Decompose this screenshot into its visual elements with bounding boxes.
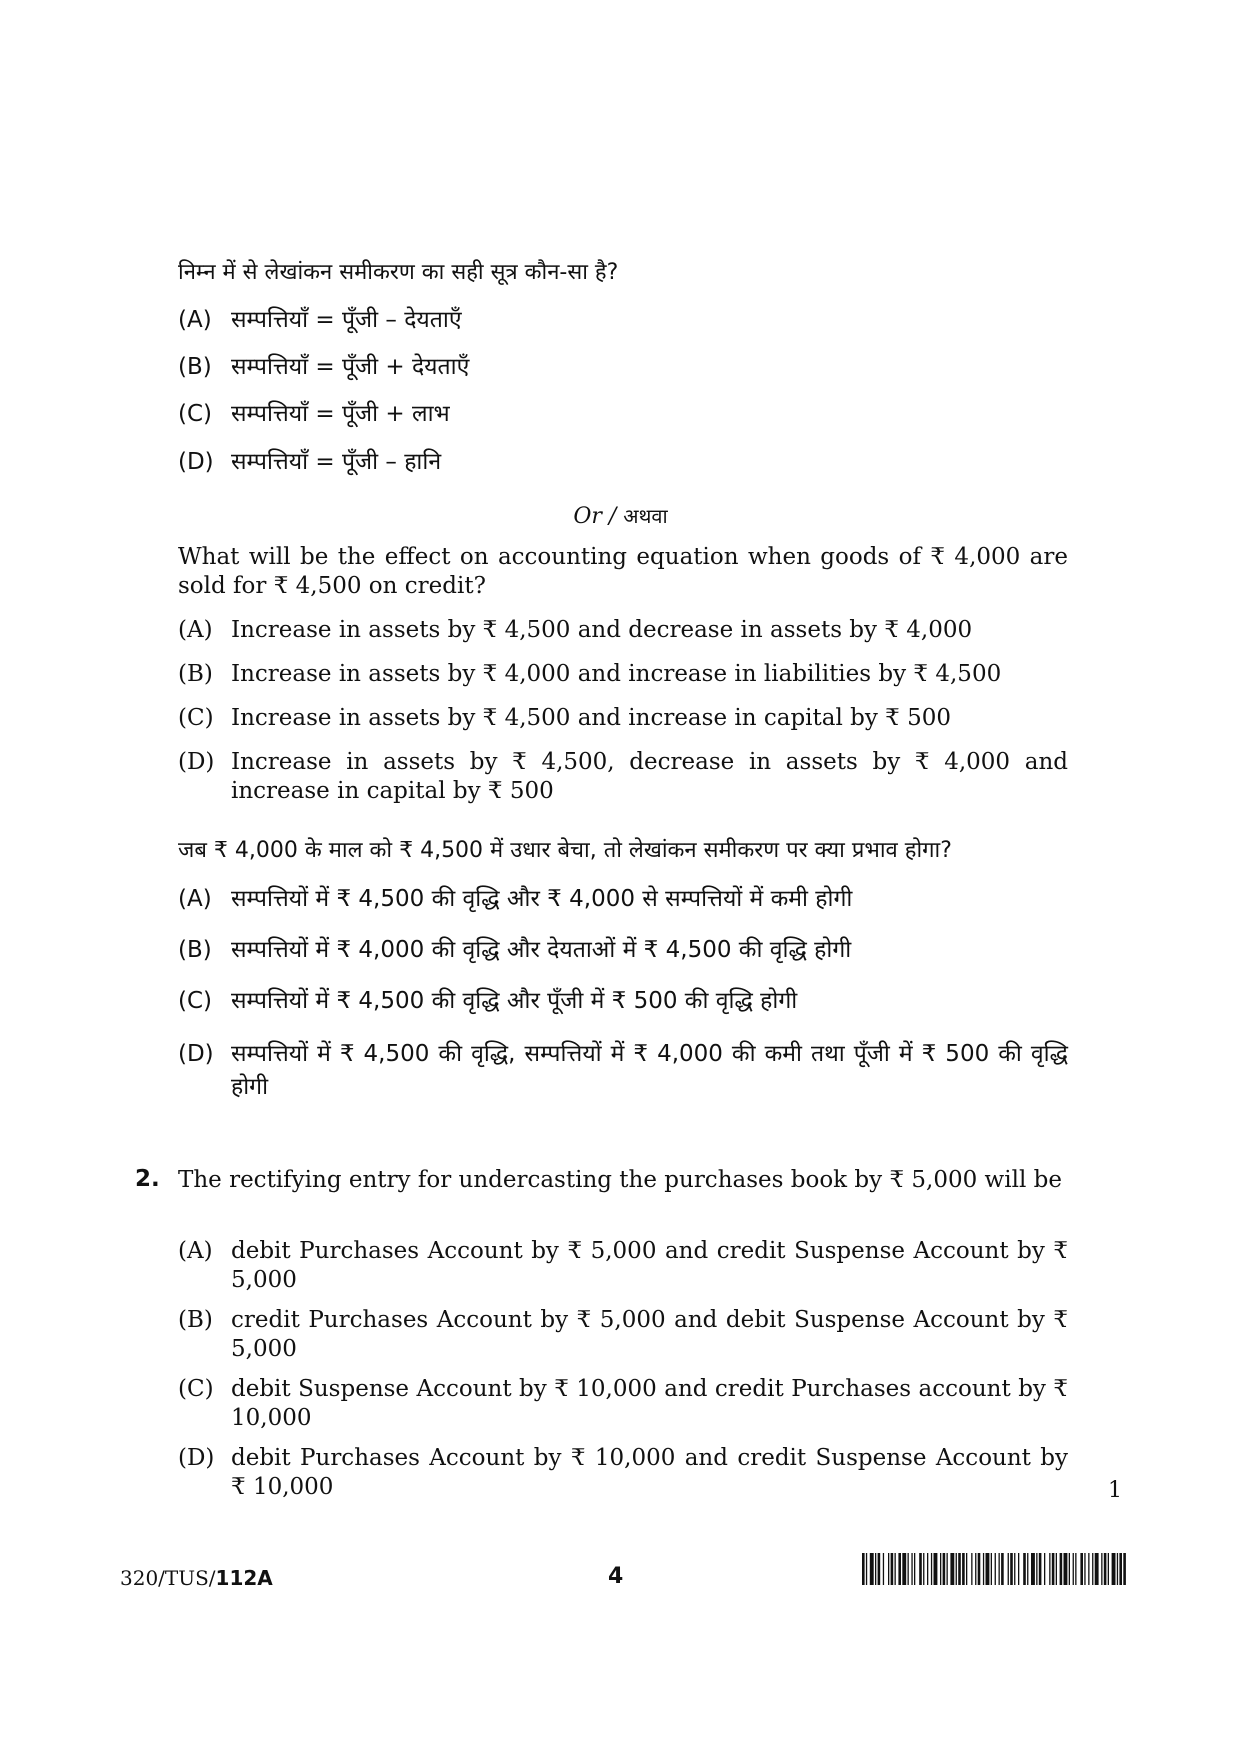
question-number: 2.	[135, 1166, 160, 1192]
option-label: (A)	[178, 886, 212, 912]
option-text: सम्पत्तियाँ = पूँजी – हानि	[231, 449, 442, 475]
option-label: (A)	[178, 1238, 213, 1264]
option-text: debit Purchases Account by ₹ 5,000 and credit Suspense Account by ₹ 5,000	[231, 1238, 1068, 1293]
option-label: (C)	[178, 988, 213, 1014]
option-text: Increase in assets by ₹ 4,000 and increase in liabilities by ₹ 4,500	[231, 661, 1002, 687]
option-label: (C)	[178, 1376, 214, 1402]
option-text: credit Purchases Account by ₹ 5,000 and debit Suspense Account by ₹ 5,000	[231, 1307, 1068, 1362]
option-text: सम्पत्तियों में ₹ 4,500 की वृद्धि और पूँजी में ₹ 500 की वृद्धि होगी	[231, 988, 798, 1014]
option-text: Increase in assets by ₹ 4,500 and decrease in assets by ₹ 4,000	[231, 617, 973, 643]
paper-code-prefix: 320/TUS/	[120, 1566, 216, 1590]
paper-code	[120, 1566, 273, 1590]
or-slash: /	[608, 504, 617, 529]
option-label: (B)	[178, 1307, 213, 1333]
option-label: (B)	[178, 937, 212, 963]
option-text: सम्पत्तियाँ = पूँजी + लाभ	[231, 401, 450, 427]
question-marks: 1	[1108, 1478, 1122, 1503]
option-label: (B)	[178, 354, 212, 380]
option-label: (B)	[178, 661, 213, 687]
option-label: (D)	[178, 1041, 214, 1067]
option-text: सम्पत्तियाँ = पूँजी + देयताएँ	[231, 354, 470, 380]
option-text: सम्पत्तियों में ₹ 4,000 की वृद्धि और देयताओं में ₹ 4,500 की वृद्धि होगी	[231, 937, 852, 963]
option-text: सम्पत्तियाँ = पूँजी – देयताएँ	[231, 307, 462, 333]
option-text: debit Suspense Account by ₹ 10,000 and credit Purchases account by ₹ 10,000	[231, 1376, 1068, 1431]
option-label: (A)	[178, 307, 212, 333]
q1-alt-question: निम्न में से लेखांकन समीकरण का सही सूत्र कौन-सा है?	[178, 260, 619, 285]
paper-code-suffix: 112A	[215, 1566, 273, 1590]
option-text: debit Purchases Account by ₹ 10,000 and credit Suspense Account by ₹ 10,000	[231, 1445, 1068, 1500]
option-text: Increase in assets by ₹ 4,500, decrease in assets by ₹ 4,000 and increase in capital by ₹ 500	[231, 749, 1068, 804]
or-separator	[0, 502, 1241, 529]
option-label: (D)	[178, 1445, 215, 1471]
or-english: Or	[573, 504, 602, 529]
barcode-image	[862, 1553, 1126, 1585]
option-label: (D)	[178, 449, 214, 475]
page-number: 4	[608, 1564, 624, 1589]
option-label: (C)	[178, 401, 213, 427]
option-label: (A)	[178, 617, 213, 643]
option-text: सम्पत्तियों में ₹ 4,500 की वृद्धि, सम्पत्तियों में ₹ 4,000 की कमी तथा पूँजी में ₹ 500 की वृद्धि होगी	[231, 1041, 1068, 1100]
option-label: (C)	[178, 705, 214, 731]
or-hindi: अथवा	[623, 504, 668, 528]
q1-hindi-question: जब ₹ 4,000 के माल को ₹ 4,500 में उधार बेचा, तो लेखांकन समीकरण पर क्या प्रभाव होगा?	[178, 838, 952, 863]
option-label: (D)	[178, 749, 215, 775]
q2-question: The rectifying entry for undercasting the purchases book by ₹ 5,000 will be	[178, 1167, 1062, 1193]
option-text: सम्पत्तियों में ₹ 4,500 की वृद्धि और ₹ 4,000 से सम्पत्तियों में कमी होगी	[231, 886, 853, 912]
option-text: Increase in assets by ₹ 4,500 and increase in capital by ₹ 500	[231, 705, 952, 731]
q1-english-question: What will be the effect on accounting equation when goods of ₹ 4,000 are sold for ₹ 4,500 on credit?	[178, 544, 1068, 599]
